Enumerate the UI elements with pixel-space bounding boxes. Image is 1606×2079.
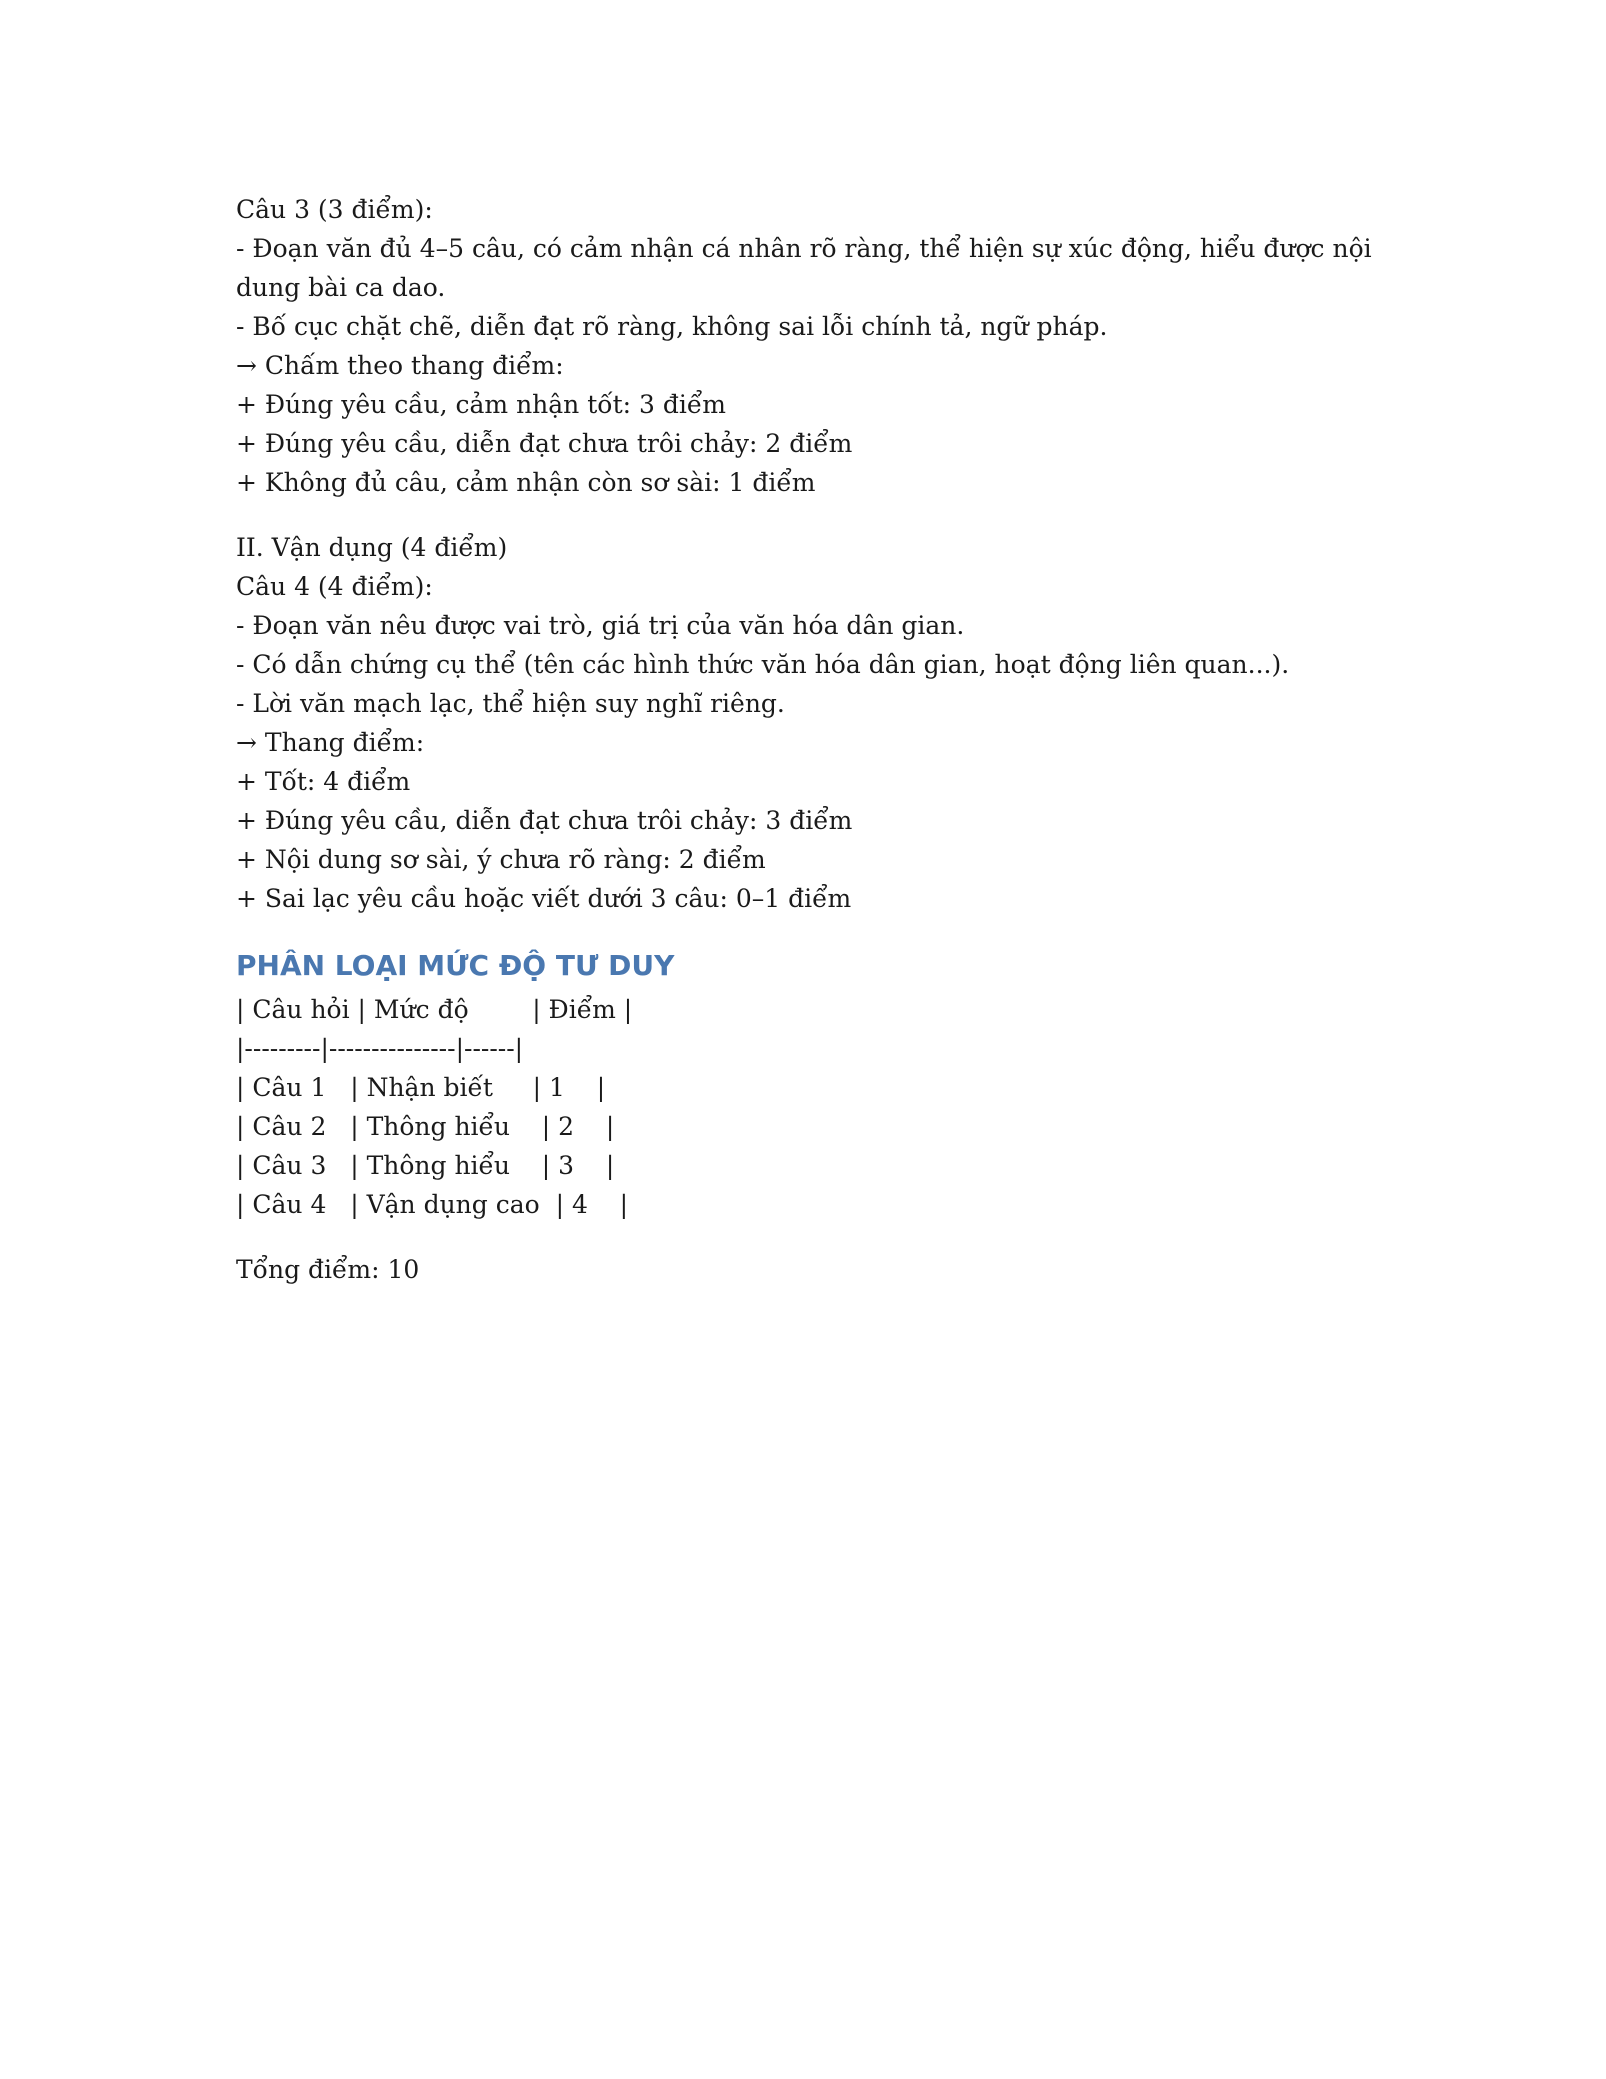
q3-criterion-1: - Đoạn văn đủ 4–5 câu, có cảm nhận cá nhân rõ ràng, thể hiện sự xúc động, hiểu được nội dung bài ca dao. bbox=[236, 234, 1372, 302]
question-4-title: Câu 4 (4 điểm): bbox=[236, 572, 433, 601]
q3-criterion-2: - Bố cục chặt chẽ, diễn đạt rõ ràng, không sai lỗi chính tả, ngữ pháp. bbox=[236, 312, 1108, 341]
q3-scale-3: + Đúng yêu cầu, cảm nhận tốt: 3 điểm bbox=[236, 390, 726, 419]
q3-scale-2: + Đúng yêu cầu, diễn đạt chưa trôi chảy: 2 điểm bbox=[236, 429, 853, 458]
q4-scale-2: + Nội dung sơ sài, ý chưa rõ ràng: 2 điểm bbox=[236, 845, 766, 874]
q4-criterion-2: - Có dẫn chứng cụ thể (tên các hình thức văn hóa dân gian, hoạt động liên quan...). bbox=[236, 650, 1290, 679]
q4-scale-3: + Đúng yêu cầu, diễn đạt chưa trôi chảy: 3 điểm bbox=[236, 806, 853, 835]
table-header-row: | Câu hỏi | Mức độ | Điểm | bbox=[236, 995, 633, 1024]
q4-criterion-1: - Đoạn văn nêu được vai trò, giá trị của văn hóa dân gian. bbox=[236, 611, 965, 640]
table-row: | Câu 1 | Nhận biết | 1 | bbox=[236, 1073, 606, 1102]
q3-scale-label: → Chấm theo thang điểm: bbox=[236, 351, 564, 380]
q4-scale-label: → Thang điểm: bbox=[236, 728, 425, 757]
document-content bbox=[236, 190, 1376, 1289]
section-2-title: II. Vận dụng (4 điểm) bbox=[236, 533, 508, 562]
table-row: | Câu 4 | Vận dụng cao | 4 | bbox=[236, 1190, 629, 1219]
table-row: | Câu 3 | Thông hiểu | 3 | bbox=[236, 1151, 615, 1180]
question-3-title: Câu 3 (3 điểm): bbox=[236, 195, 433, 224]
q3-scale-1: + Không đủ câu, cảm nhận còn sơ sài: 1 điểm bbox=[236, 468, 816, 497]
classification-heading: PHÂN LOẠI MỨC ĐỘ TƯ DUY bbox=[236, 949, 675, 982]
q4-criterion-3: - Lời văn mạch lạc, thể hiện suy nghĩ riêng. bbox=[236, 689, 785, 718]
q4-scale-4: + Tốt: 4 điểm bbox=[236, 767, 411, 796]
table-row: | Câu 2 | Thông hiểu | 2 | bbox=[236, 1112, 615, 1141]
q4-scale-0-1: + Sai lạc yêu cầu hoặc viết dưới 3 câu: 0–1 điểm bbox=[236, 884, 852, 913]
total-score: Tổng điểm: 10 bbox=[236, 1255, 420, 1284]
table-separator-row: |---------|---------------|------| bbox=[236, 1034, 524, 1063]
